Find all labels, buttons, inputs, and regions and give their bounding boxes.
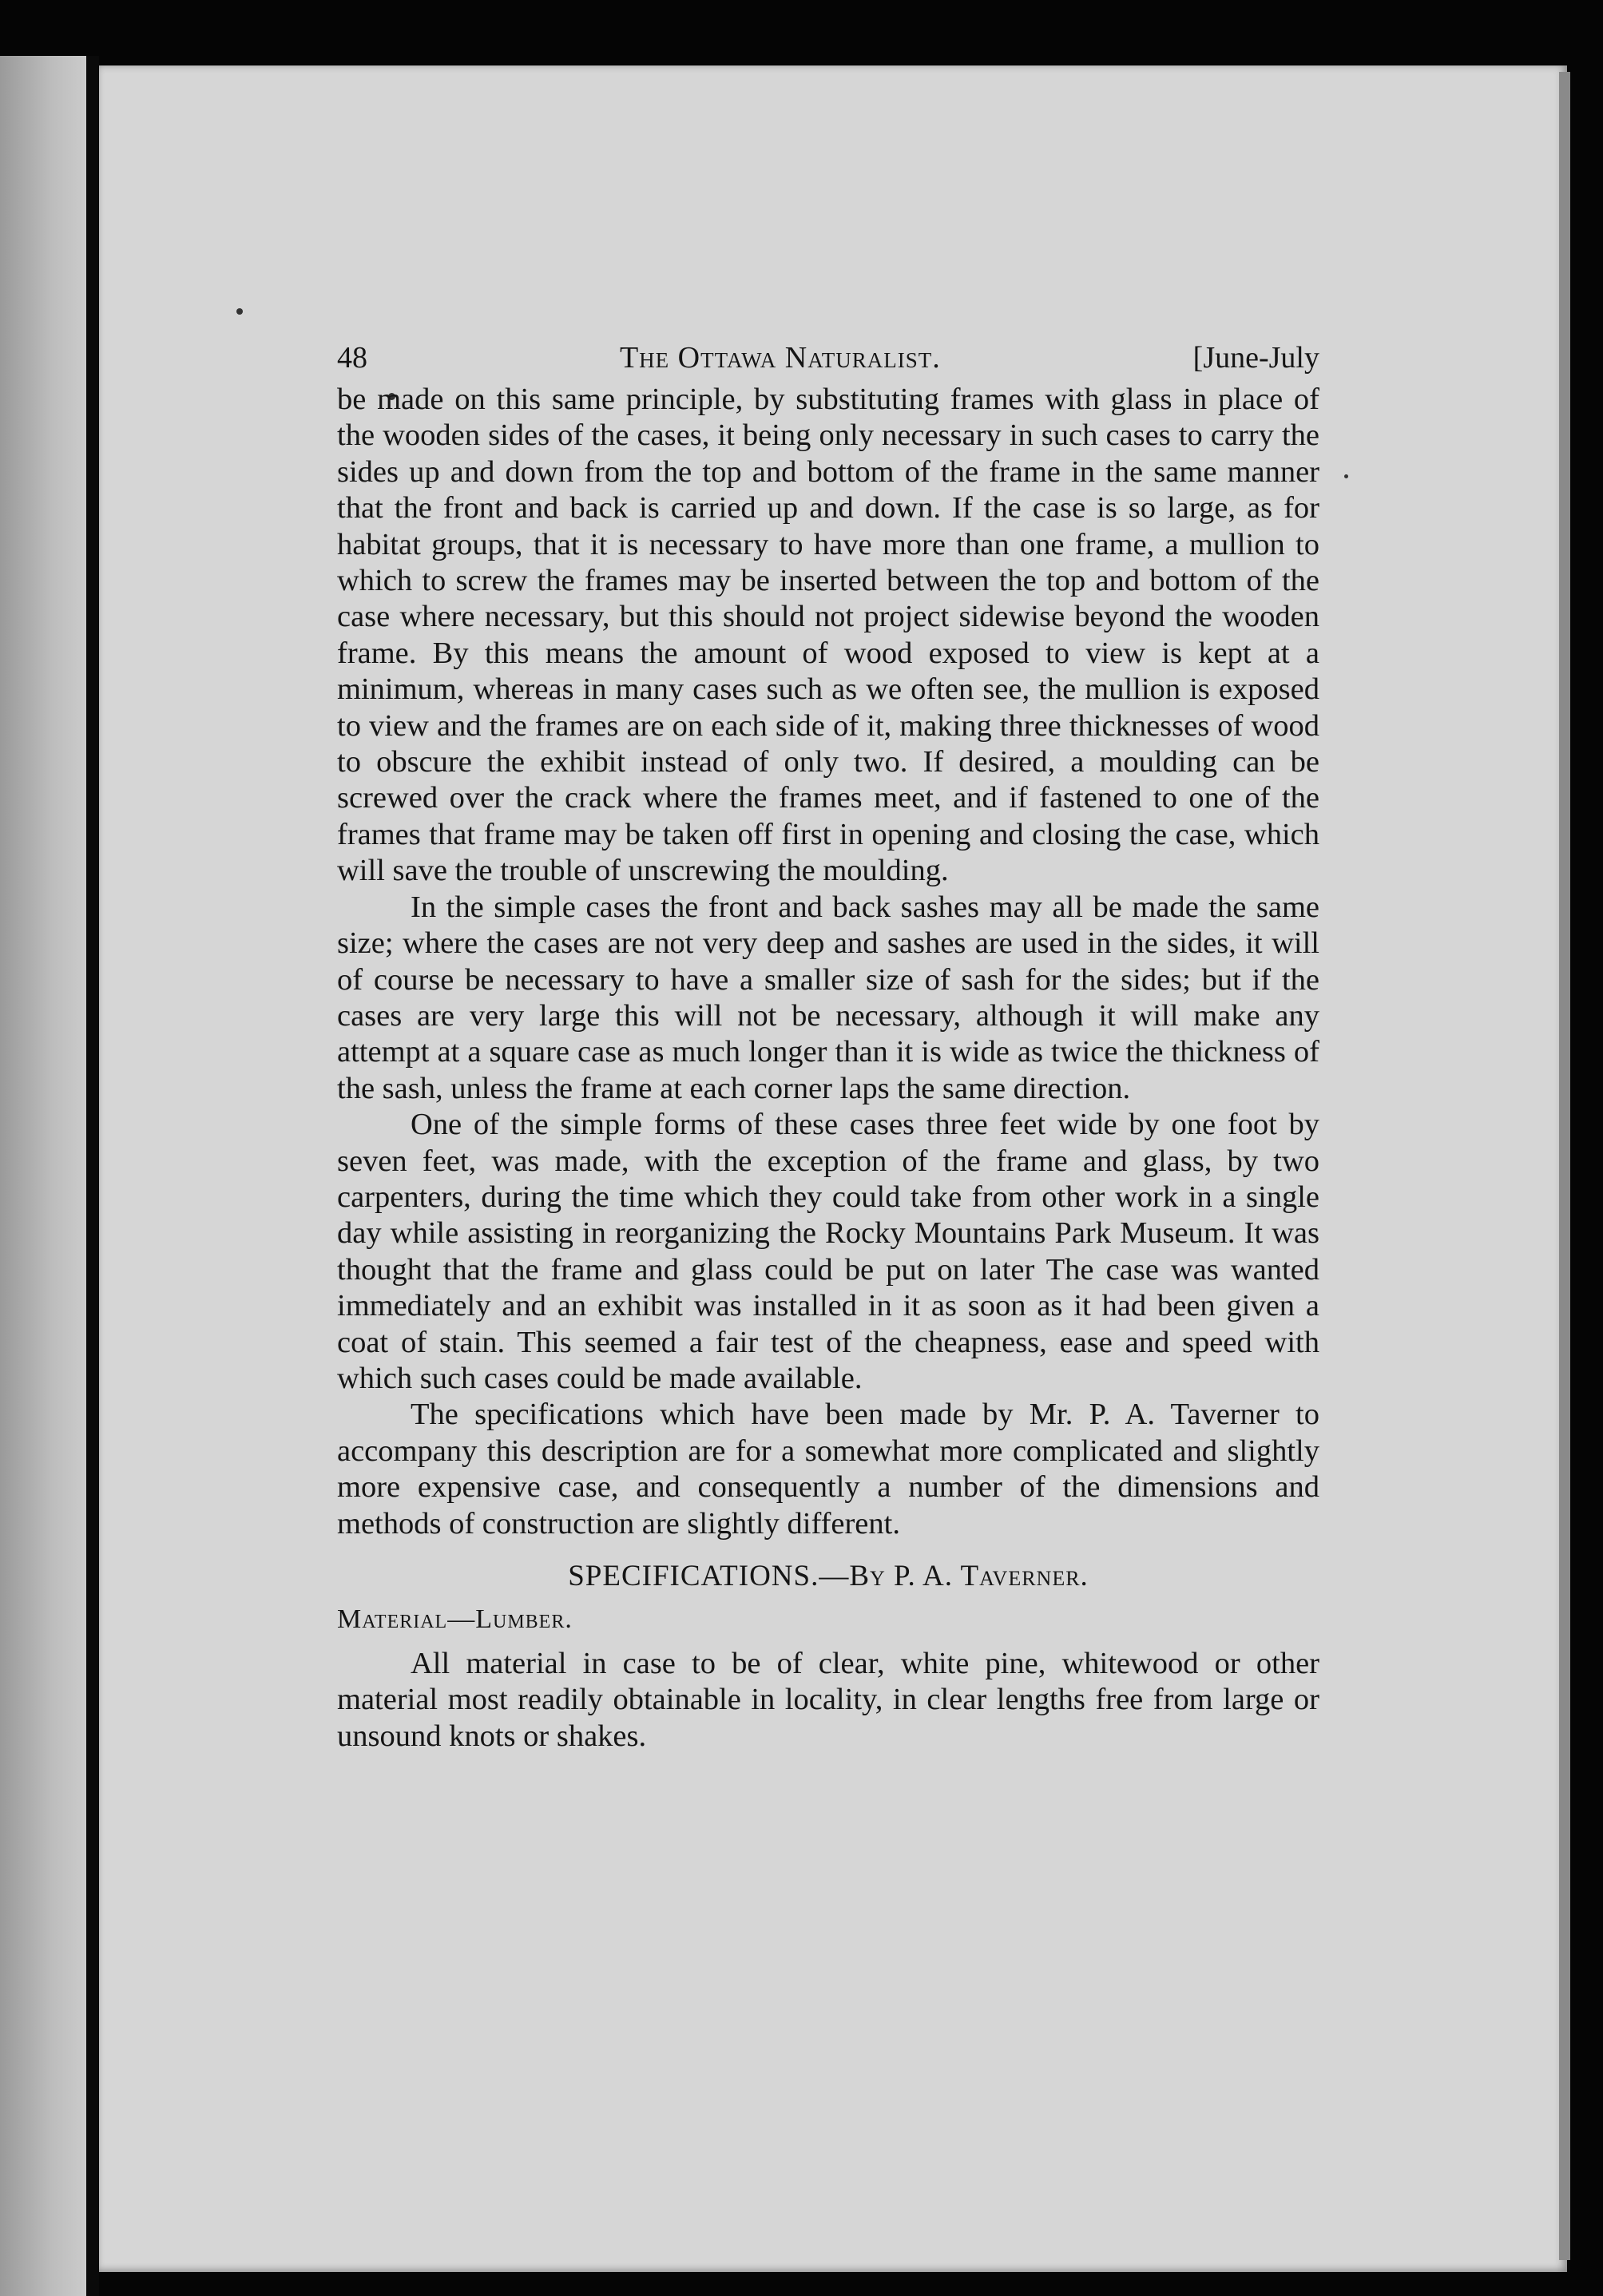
paragraph-1: be made on this same principle, by substituting frames with glass in place of the wooden sides of the cases, it being only necessary in such cases to carry the sides up and down from the top and bottom of the frame in the same manner that the front and back is carried up and down. If the case is so large, as for habitat groups, that it is necessary to have more than one frame, a mullion to which to screw the frames may be inserted between the top and bottom of the case where necessary, but this should not project sidewise beyond the wooden frame. By this means the amount of wood exposed to view is kept at a minimum, whereas in many cases such as we often see, the mullion is exposed to view and the frames are on each side of it, making three thicknesses of wood to obscure the exhibit instead of only two. If desired, a moulding can be screwed over the crack where the frames meet, and if fastened to one of the frames that frame may be taken off first in opening and closing the case, which will save the trouble of unscrewing the moulding. — [337, 383, 1319, 888]
running-header — [337, 337, 1319, 382]
material-heading: Material—Lumber. — [337, 1604, 573, 1634]
issue-label: [June-July — [1192, 341, 1319, 375]
material-paragraph: All material in case to be of clear, white pine, whitewood or other material most readily obtainable in locality, in clear lengths free from large or unsound knots or shakes. — [337, 1647, 1319, 1753]
speck-mark — [236, 308, 243, 315]
paragraph-4: The specifications which have been made by Mr. P. A. Taverner to accompany this description are for a somewhat more complicated and slightly more expensive case, and consequently a number of the dimensions and methods of construction are slightly different. — [337, 1398, 1319, 1541]
specifications-title — [337, 1553, 1319, 1600]
book-spine — [86, 56, 99, 2296]
specifications-author: By P. A. Taverner. — [849, 1560, 1089, 1592]
paragraph-2: In the simple cases the front and back sashes may all be made the same size; where the cases are not very deep and sashes are used in the sides, it will of course be necessary to have a smaller size of sash for the sides; but if the cases are very large this will not be necessary, although it will make any attempt at a square case as much longer than it is wide as twice the thickness of the sash, unless the frame at each corner laps the same direction. — [337, 890, 1319, 1105]
paragraph-3: One of the simple forms of these cases three feet wide by one foot by seven feet, was made, with the exception of the frame and glass, by two carpenters, during the time which they could take from other work in a single day while assisting in reorganizing the Rocky Mountains Park Museum. It was thought that the frame and glass could be put on later The case was wanted immediately and an exhibit was installed in it as soon as it had been given a coat of stain. This seemed a fair test of the cheapness, ease and speed with which such cases could be made available. — [337, 1108, 1319, 1395]
speck-mark — [1344, 474, 1348, 478]
facing-page-edge — [0, 56, 96, 2296]
text-block — [337, 337, 1319, 1755]
journal-title: The Ottawa Naturalist. — [619, 341, 941, 375]
page-right-edge — [1559, 72, 1570, 2260]
page-number: 48 — [337, 341, 367, 375]
specifications-title-main: SPECIFICATIONS.— — [568, 1560, 850, 1592]
